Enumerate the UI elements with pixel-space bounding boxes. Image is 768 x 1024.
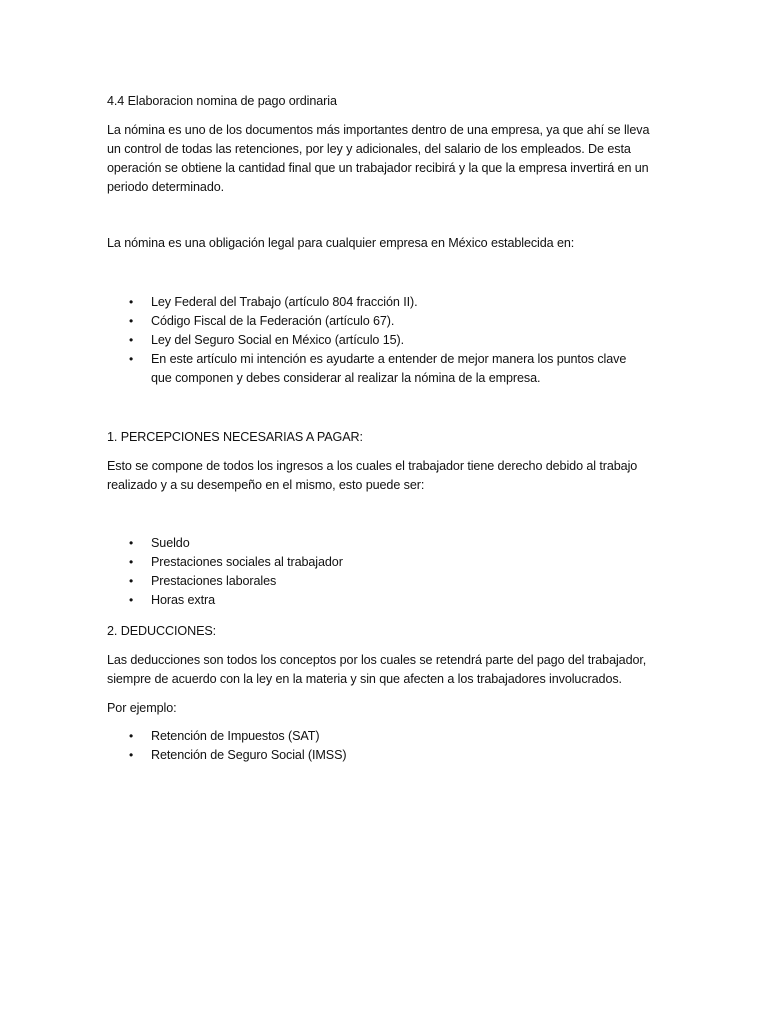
percepciones-heading: 1. PERCEPCIONES NECESARIAS A PAGAR: bbox=[107, 430, 363, 444]
deducciones-list bbox=[129, 727, 669, 765]
deducciones-paragraph: Las deducciones son todos los conceptos por los cuales se retendrá parte del pago del trabajador, siempre de acuerdo con la ley en la materia y sin que afecten a los trabajadores involucrados. bbox=[107, 653, 647, 686]
bullet-icon: • bbox=[129, 333, 134, 347]
bullet-icon: • bbox=[129, 593, 134, 607]
list-item: • Código Fiscal de la Federación (artículo 67). bbox=[129, 312, 649, 331]
intro-paragraph: La nómina es uno de los documentos más importantes dentro de una empresa, ya que ahí se lleva un control de todas las retenciones, por ley y adicionales, del salario de los empleados. De esta operación se obtiene la cantidad final que un trabajador recibirá y la que la empresa invertirá en un periodo determinado. bbox=[107, 123, 650, 194]
bullet-icon: • bbox=[129, 295, 134, 309]
list-item: • Ley del Seguro Social en México (artículo 15). bbox=[129, 331, 649, 350]
legal-list bbox=[129, 293, 649, 388]
section-title: 4.4 Elaboracion nomina de pago ordinaria bbox=[107, 94, 337, 108]
deducciones-heading: 2. DEDUCCIONES: bbox=[107, 624, 217, 638]
list-item: • Ley Federal del Trabajo (artículo 804 fracción II). bbox=[129, 293, 649, 312]
legal-obligation-text: La nómina es una obligación legal para cualquier empresa en México establecida en: bbox=[107, 236, 575, 250]
list-item: • Retención de Seguro Social (IMSS) bbox=[129, 746, 669, 765]
list-item: • En este artículo mi intención es ayudarte a entender de mejor manera los puntos clave que componen y debes considerar al realizar la nómina de la empresa. bbox=[129, 352, 627, 385]
bullet-icon: • bbox=[129, 314, 134, 328]
percepciones-list bbox=[129, 534, 669, 610]
bullet-icon: • bbox=[129, 352, 134, 366]
bullet-icon: • bbox=[129, 574, 134, 588]
list-item: • Retención de Impuestos (SAT) bbox=[129, 727, 669, 746]
bullet-icon: • bbox=[129, 748, 134, 762]
ejemplo-label: Por ejemplo: bbox=[107, 701, 177, 715]
list-item: • Sueldo bbox=[129, 534, 669, 553]
bullet-icon: • bbox=[129, 555, 134, 569]
list-item: • Prestaciones sociales al trabajador bbox=[129, 553, 669, 572]
list-item: • Horas extra bbox=[129, 591, 669, 610]
bullet-icon: • bbox=[129, 729, 134, 743]
bullet-icon: • bbox=[129, 536, 134, 550]
list-item: • Prestaciones laborales bbox=[129, 572, 669, 591]
percepciones-paragraph: Esto se compone de todos los ingresos a los cuales el trabajador tiene derecho debido al trabajo realizado y a su desempeño en el mismo, esto puede ser: bbox=[107, 459, 638, 492]
